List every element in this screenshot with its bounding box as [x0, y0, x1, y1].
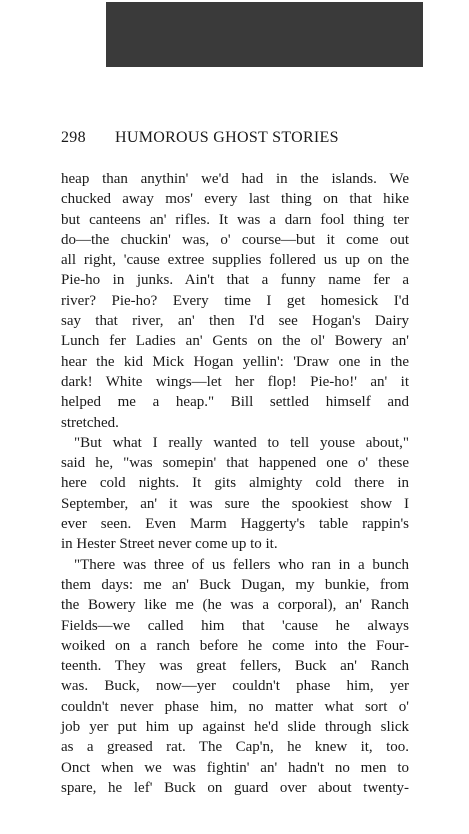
text-line: as a greased rat. The Cap'n, he knew it, too.: [61, 739, 409, 756]
text-line: Pie-ho in junks. Ain't that a funny name fer a: [61, 272, 409, 289]
text-line: in Hester Street never come up to it.: [61, 536, 278, 553]
text-line: Fields—we called him that 'cause he always: [61, 617, 409, 634]
text-line: spare, he lef' Buck on guard over about twenty-: [61, 779, 409, 796]
text-line: say that river, an' then I'd see Hogan's Dairy: [61, 313, 409, 330]
text-line: said he, "was somepin' that happened one o' these: [61, 455, 409, 472]
text-line: job yer put him up against he'd slide through slick: [61, 719, 409, 736]
text-line: river? Pie-ho? Every time I get homesick I'd: [61, 292, 409, 309]
text-line: woiked on a ranch before he come into the Four-: [61, 637, 409, 654]
text-line: Onct when we was fightin' an' hadn't no men to: [61, 759, 409, 776]
text-line: here cold nights. It gits almighty cold there in: [61, 475, 409, 492]
redaction-block: [106, 2, 423, 67]
text-line: "But what I really wanted to tell youse about,": [74, 434, 409, 451]
text-line: stretched.: [61, 414, 119, 431]
text-line: heap than anythin' we'd had in the islands. We: [61, 171, 409, 187]
text-line: hear the kid Mick Hogan yellin': 'Draw one in the: [61, 353, 409, 370]
text-line: teenth. They was great fellers, Buck an' Ranch: [61, 658, 409, 675]
running-head: [61, 129, 421, 151]
text-line: them days: me an' Buck Dugan, my bunkie, from: [61, 576, 409, 593]
text-line: Lunch fer Ladies an' Gents on the ol' Bowery an': [61, 333, 409, 350]
book-title: HUMOROUS GHOST STORIES: [115, 129, 339, 146]
text-line: dark! White wings—let her flop! Pie-ho!' an' it: [61, 373, 409, 390]
text-line: the Bowery like me (he was a corporal), an' Ranch: [61, 597, 409, 614]
page-number: 298: [61, 129, 86, 146]
text-line: ever seen. Even Marm Haggerty's table rappin's: [61, 516, 409, 533]
text-line: chucked away mos' every last thing on that hike: [61, 191, 409, 208]
text-line: couldn't never phase him, no matter what sort o': [61, 698, 409, 715]
text-line: but canteens an' rifles. It was a darn fool thing ter: [61, 211, 409, 228]
text-line: September, an' it was sure the spookiest show I: [61, 495, 409, 512]
text-line: all right, 'cause extree supplies follered us up on the: [61, 252, 409, 269]
text-line: helped me a heap." Bill settled himself and: [61, 394, 409, 411]
body-text: [61, 169, 409, 798]
text-line: was. Buck, now—yer couldn't phase him, yer: [61, 678, 409, 695]
text-line: do—the chuckin' was, o' course—but it come out: [61, 231, 409, 248]
text-line: "There was three of us fellers who ran in a bunch: [74, 556, 409, 573]
